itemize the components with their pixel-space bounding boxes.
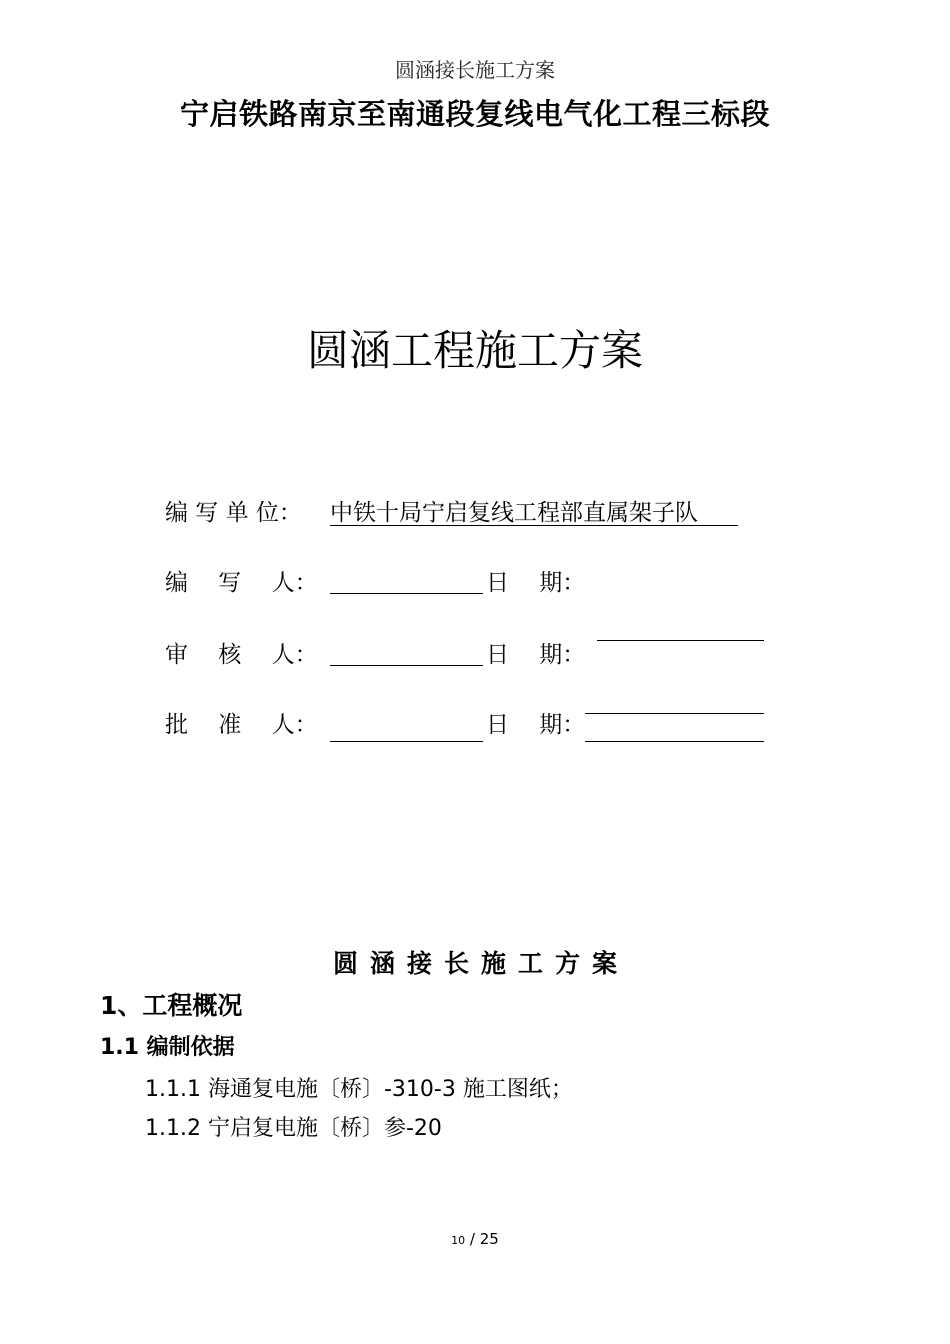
page-separator: / — [465, 1230, 480, 1248]
writer-underline — [330, 593, 483, 594]
heading-project-overview: 1、工程概况 — [100, 991, 243, 1020]
writer-date-label: 日 期： — [486, 570, 586, 596]
unit-label: 编 写 单 位： — [165, 500, 302, 526]
approver-label: 批 准 人： — [165, 712, 318, 738]
heading-compilation-basis: 1.1 编制依据 — [100, 1035, 235, 1060]
approver-date-line-top — [585, 713, 764, 714]
unit-value: 中铁十局宁启复线工程部直属架子队 — [330, 500, 698, 526]
reviewer-date-line — [597, 640, 764, 641]
project-title: 宁启铁路南京至南通段复线电气化工程三标段 — [179, 97, 770, 131]
reviewer-label: 审 核 人： — [165, 642, 318, 668]
reviewer-date-label: 日 期： — [486, 642, 586, 668]
page-number — [0, 1230, 950, 1248]
reviewer-underline — [330, 665, 483, 666]
running-header: 圆涵接长施工方案 — [395, 58, 555, 82]
approver-underline — [330, 741, 483, 742]
approver-date-label: 日 期： — [486, 712, 586, 738]
section-title: 圆涵接长施工方案 — [332, 949, 629, 978]
basis-item: 1.1.1 海通复电施〔桥〕-310-3 施工图纸； — [145, 1077, 573, 1102]
approver-date-line-bottom — [585, 741, 764, 742]
basis-item: 1.1.2 宁启复电施〔桥〕参-20 — [145, 1116, 442, 1141]
current-page: 10 — [451, 1234, 466, 1247]
document-title: 圆涵工程施工方案 — [306, 326, 643, 375]
writer-label: 编 写 人： — [165, 570, 318, 596]
total-pages: 25 — [479, 1230, 499, 1248]
unit-underline — [330, 525, 738, 526]
